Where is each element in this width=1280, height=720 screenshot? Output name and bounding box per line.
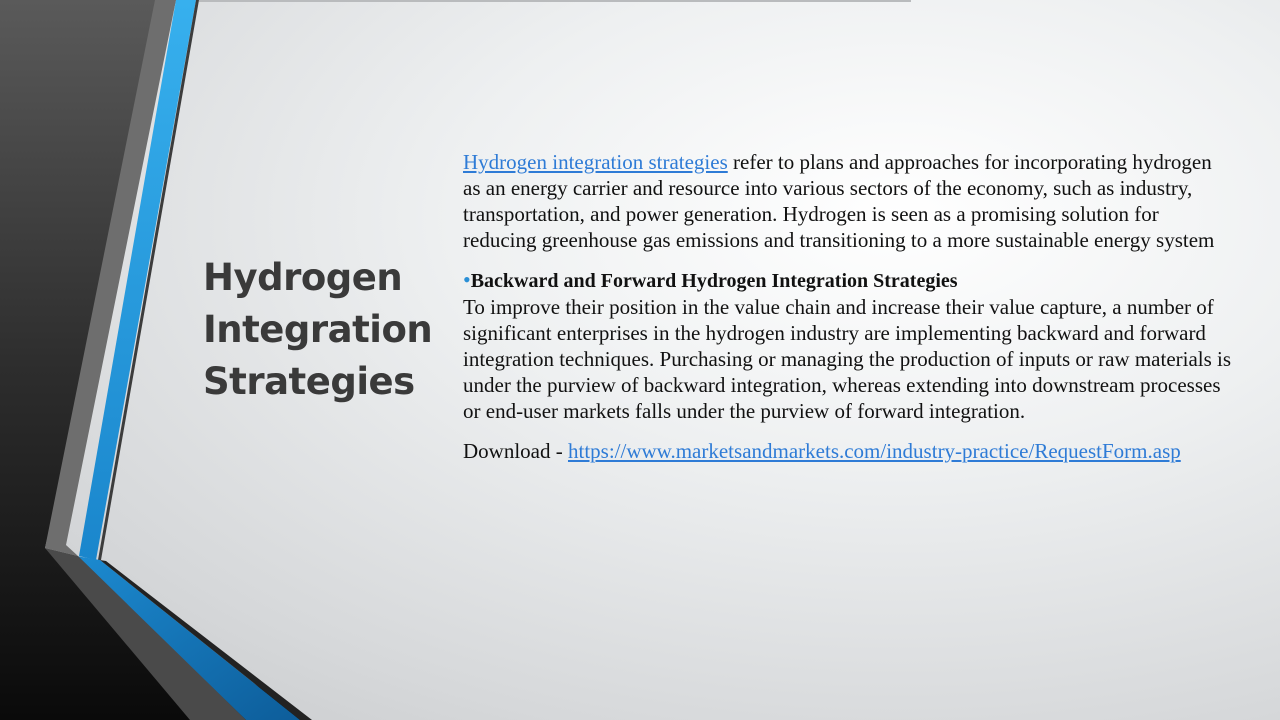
download-label: Download - [463, 439, 568, 463]
title-line-3: Strategies [203, 360, 415, 403]
download-paragraph [463, 438, 1233, 464]
top-highlight-line [199, 0, 911, 2]
intro-text: refer to plans and approaches for incorporating hydrogen as an energy carrier and resource into various sectors of the economy, such as industry, transportation, and power generation. Hydrogen is seen as a promising solution for reducing greenhouse gas emissions and transitioning to a more sustainable energy system [463, 150, 1215, 252]
bullet-heading-text: Backward and Forward Hydrogen Integration Strategies [470, 270, 958, 292]
title-line-1: Hydrogen [203, 256, 403, 299]
download-link[interactable]: https://www.marketsandmarkets.com/industry-practice/RequestForm.asp [567, 439, 1181, 463]
intro-paragraph [463, 149, 1233, 253]
bullet-icon: • [463, 267, 471, 292]
title-line-2: Integration [203, 308, 433, 351]
intro-link[interactable]: Hydrogen integration strategies [463, 150, 728, 174]
content-box [463, 149, 1233, 464]
body-paragraph: To improve their position in the value chain and increase their value capture, a number of significant enterprises in the hydrogen industry are implementing backward and forward integration techniques. Purchasing or managing the production of inputs or raw materials is under the purview of backward integration, whereas extending into downstream processes or end-user markets falls under the purview of forward integration. [463, 295, 1232, 423]
bullet-heading [463, 267, 1233, 294]
slide-title [203, 252, 443, 408]
